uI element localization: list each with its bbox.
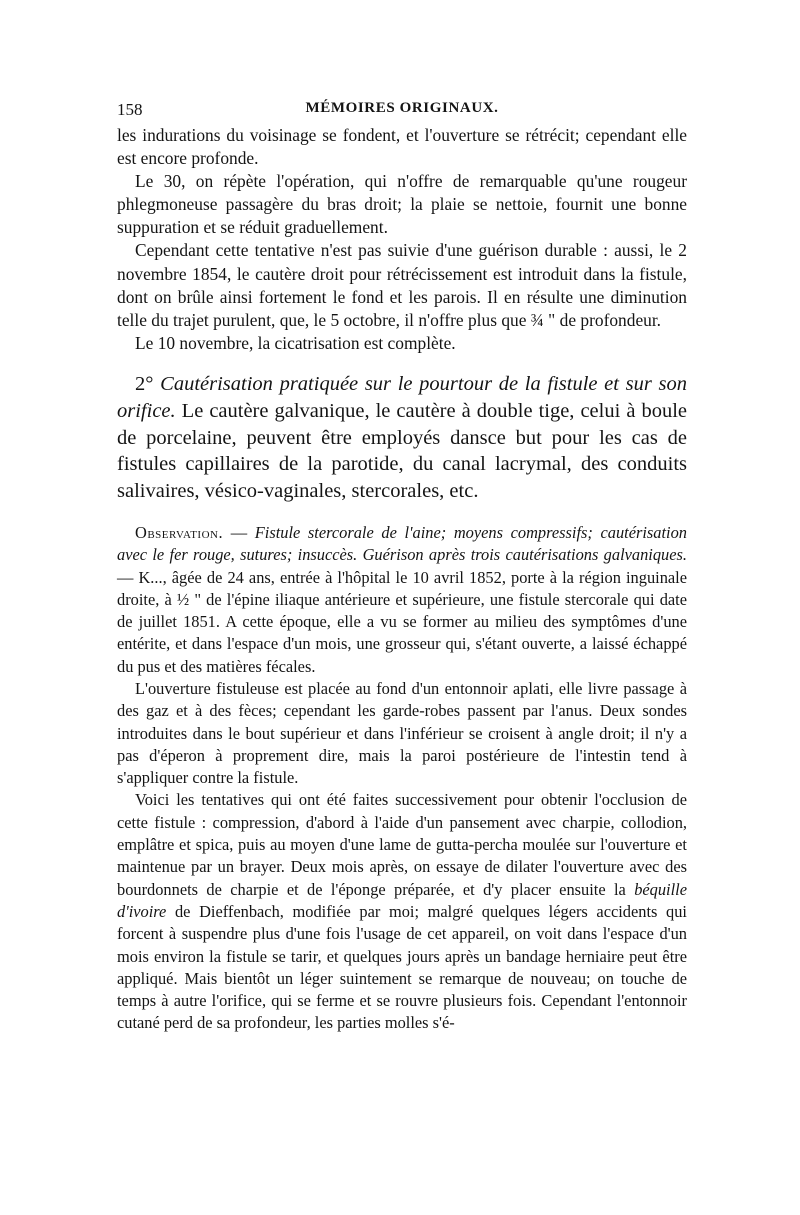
page-body	[117, 124, 687, 1035]
observation-p3-italic: béquille d'ivoire	[117, 879, 687, 921]
section-2	[117, 371, 687, 505]
observation-p3-before: Voici les tentatives qui ont été faites successivement pour obtenir l'occlusion de cette fistule : compression, d'abord à l'aide d'un pansement avec charpie, collodion, emplâtre et spica, puis au moyen d'une lame de gutta-percha moulée sur l'ouverture et maintenue par un brayer. Deux mois après, on essaye de dilater l'ouverture avec des bourdonnets de charpie et de l'éponge préparée, et d'y placer ensuite la	[117, 790, 687, 899]
observation-paragraph-2: L'ouverture fistuleuse est placée au fond d'un entonnoir aplati, elle livre passage à des gaz et à des fèces; cependant les garde-robes passent par l'anus. Deux sondes introduites dans le bout supérieur et dans l'inférieur se croisent à angle droit; il n'y a pas d'éperon à proprement dire, mais la paroi postérieure de l'intestin tend à s'appliquer contre la fistule.	[117, 679, 687, 788]
running-title: MÉMOIRES ORIGINAUX.	[305, 100, 499, 116]
paragraph-continuation: les indurations du voisinage se fondent, et l'ouverture se rétrécit; cependant elle est encore profonde.	[117, 125, 687, 169]
observation-title: Fistule stercorale de l'aine; moyens compressifs; cautérisation avec le fer rouge, sutures; insuccès. Guérison après trois cautérisations galvaniques.	[117, 522, 687, 565]
observation-dash: —	[223, 522, 255, 542]
observation-p3-after: de Dieffenbach, modifiée par moi; malgré quelques légers accidents qui forcent à suspendre plus d'une fois l'usage de cet appareil, on voit dans l'espace d'un mois environ la fistule se tarir, et quelques jours après un bandage herniaire peut être appliqué. Mais bientôt un léger suintement se remarque de nouveau; on touche de temps à autre l'orifice, qui se ferme et se rouvre plusieurs fois. Cependant l'entonnoir cutané perd de sa profondeur, les parties molles s'é-	[117, 901, 687, 1033]
section-title: Cautérisation pratiquée sur le pourtour de la fistule et sur son orifice.	[117, 372, 688, 422]
paragraph-cicatrisation: Le 10 novembre, la cicatrisation est complète.	[135, 332, 456, 353]
page-header	[117, 100, 687, 124]
page-number: 158	[117, 100, 143, 119]
paragraph-30: Le 30, on répète l'opération, qui n'offre de remarquable qu'une rougeur phlegmoneuse passagère du bras droit; la plaie se nettoie, fournit une bonne suppuration et se réduit graduellement.	[117, 171, 687, 238]
observation-paragraph	[117, 522, 687, 678]
observation-label: Observation.	[135, 522, 224, 542]
observation-paragraph-3	[117, 789, 687, 1034]
paragraph-tentative: Cependant cette tentative n'est pas suivie d'une guérison durable : aussi, le 2 novembre 1854, le cautère droit pour rétrécissement est introduit dans la fistule, dont on brûle ainsi fortement le fond et les parois. Il en résulte une diminution telle du trajet purulent, que, le 5 octobre, il n'offre plus que ¾ " de profondeur.	[117, 240, 687, 330]
section-text: Le cautère galvanique, le cautère à double tige, celui à boule de porcelaine, peuvent être employés dansce but pour les cas de fistules capillaires de la parotide, du canal lacrymal, des conduits salivaires, vésico-vaginales, stercorales, etc.	[117, 399, 687, 503]
section-number: 2°	[135, 372, 154, 395]
observation-text: — K..., âgée de 24 ans, entrée à l'hôpital le 10 avril 1852, porte à la région inguinale droite, à ½ " de l'épine iliaque antérieure et supérieure, une fistule stercorale qui date de juillet 1851. A cette époque, elle a vu se former au milieu des symptômes d'une entérite, et dans l'espace d'un mois, une grosseur qui, s'étant ouverte, a laissé échappé du pus et des matières fécales.	[117, 567, 687, 676]
